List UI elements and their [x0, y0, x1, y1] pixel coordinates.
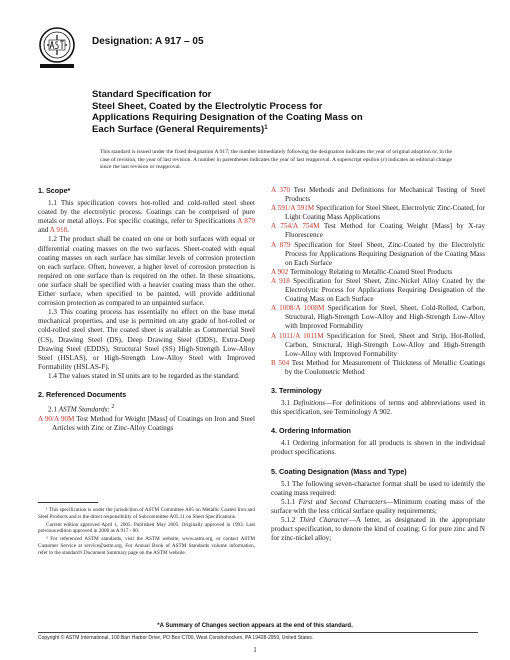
coating-5-1-1: 5.1.1 First and Second Characters—Minimum coating mass of the surface with the less critical surface quality requirements;: [271, 497, 486, 515]
ref-item: A 591/A 591M Specification for Steel Sheet, Electrolytic Zinc-Coated, for Light Coating Mass Applications: [271, 204, 485, 222]
left-column: [38, 186, 255, 433]
scope-1-1: 1.1 This specification covers hot-rolled and cold-rolled steel sheet coated by the electrolytic process. Coatings can be comprised of pure metals or metal alloys. For specific coatings, refer to Specifications A 879 and A 918.: [38, 199, 256, 235]
footnote-2: ² For referenced ASTM standards, visit the ASTM website, www.astm.org, or contact ASTM Customer Service at service@astm.org. For Annual Book of ASTM Standards volume information, refer to the standard's Document Summary page on the ASTM website.: [38, 536, 255, 556]
document-title: [92, 89, 452, 135]
footnote-1: ¹ This specification is under the jurisdiction of ASTM Committee A05 on Metallic Coated Iron and Steel Products and is the direct responsibility of Subcommittee A05.11 on Sheet Specifications.: [38, 507, 255, 520]
ref-item: A 902 Terminology Relating to Metallic-Coated Steel Products: [271, 267, 453, 276]
issued-note: This standard is issued under the fixed designation A 917; the number immediately following the designation indicates the year of original adoption or, in the case of revision, the year of last revision. A number in parentheses indicates the year of last reapproval. A superscript epsilon (ε) indicates an editorial change since the last revision or reapproval.: [100, 149, 452, 171]
referenced-heading: 2. Referenced Documents: [38, 389, 127, 399]
coating-heading: 5. Coating Designation (Mass and Type): [271, 466, 407, 476]
ref-code[interactable]: B 504: [271, 358, 290, 367]
footnote-rule: [38, 502, 98, 503]
ref-code[interactable]: A 902: [271, 267, 289, 276]
ref-item: A 1008/A 1008M Specification for Steel, Sheet, Cold-Rolled, Carbon, Structural, High-Strength Low-Alloy and High-Strength Low-Alloy with Improved Formability: [271, 304, 485, 331]
title-line-2: Steel Sheet, Coated by the Electrolytic Process for: [92, 100, 323, 112]
ref-code[interactable]: A 1011/A 1011M: [271, 331, 324, 340]
title-line-3: Applications Requiring Designation of the Coating Mass on: [92, 112, 363, 124]
ref-code[interactable]: A 1008/A 1008M: [271, 304, 325, 313]
designation: Designation: A 917 – 05: [92, 36, 204, 47]
ref-item: A 918 Specification for Steel Sheet, Zinc-Nickel Alloy Coated by the Electrolytic Process for Applications Requiring Designation of the Coating Mass on Each Surface: [271, 276, 485, 304]
ref-a90: A 90/A 90M Test Method for Weight [Mass] of Coatings on Iron and Steel Articles with Zinc or Zinc-Alloy Coatings: [38, 414, 255, 432]
copyright: Copyright © ASTM International, 100 Barr Harbor Drive, PO Box C700, West Conshohocken, PA 19428-2959, United States.: [38, 632, 478, 641]
terminology-heading: 3. Terminology: [271, 385, 322, 395]
coating-5-1-2: 5.1.2 Third Character—A letter, as designated in the appropriate product specification, to denote the kind of coating; G for pure zinc and N for zinc-nickel alloy;: [271, 516, 486, 543]
ref-code[interactable]: A 370: [271, 186, 291, 194]
page-number: 1: [253, 646, 257, 654]
right-column: [271, 186, 485, 543]
footnotes: [38, 502, 255, 558]
title-line-1: Standard Specification for: [92, 89, 212, 100]
title-footnote-mark: 1: [264, 124, 268, 131]
astm-standards-label: 2.1 ASTM Standards: $^2$: [48, 404, 115, 414]
ordering-heading: 4. Ordering Information: [271, 426, 351, 436]
ref-code[interactable]: A 879: [271, 240, 291, 249]
ref-code-a90[interactable]: A 90/A 90M: [38, 414, 75, 423]
link-a879[interactable]: A 879: [237, 217, 256, 226]
ref-item: A 754/A 754M Test Method for Coating Weight [Mass] by X-ray Fluorescence: [271, 222, 485, 240]
ref-item: B 504 Test Method for Measurement of Thickness of Metallic Coatings by the Coulometric Method: [271, 358, 486, 376]
ref-code[interactable]: A 918: [271, 276, 290, 285]
reference-list: [271, 186, 485, 377]
astm-logo: [36, 26, 78, 70]
terminology-3-1: 3.1 Definitions—For definitions of terms and abbreviations used in this specification, see Terminology A 902.: [271, 399, 485, 417]
link-a918[interactable]: A 918: [49, 226, 68, 235]
scope-1-4: 1.4 The values stated in SI units are to be regarded as the standard.: [48, 371, 240, 380]
ordering-4-1: 4.1 Ordering information for all products is shown in the individual product specifications.: [271, 439, 485, 457]
summary-note: *A Summary of Changes section appears at the end of this standard.: [157, 623, 353, 629]
scope-heading: 1. Scope*: [38, 186, 71, 195]
coating-5-1: 5.1 The following seven-character format shall be used to identify the coating mass required:: [271, 479, 485, 497]
scope-1-2: 1.2 The product shall be coated on one or both surfaces with equal or differential coating masses on the two surfaces. Sheet-coated with equal coating masses on each surface has similar levels of corrosion protection on each surface. Often, however, a higher level of corrosion protection is required on one surface than is required on the other. In these situations, one surface shall be specified with a heavier coating mass than the other. Either surface, when specified to be painted, will provide additional corrosion protection as compared to an unpainted surface.: [38, 235, 255, 308]
ref-code[interactable]: A 591/A 591M: [271, 204, 315, 213]
footnote-1-edition: Current edition approved April 1, 2005. Published May 2005. Originally approved in 1993. Last previous edition approved in 2000 as A 917 - 00.: [38, 521, 255, 535]
ref-item: A 370 Test Methods and Definitions for Mechanical Testing of Steel Products: [271, 186, 485, 204]
ref-code[interactable]: A 754/A 754M: [271, 222, 320, 231]
ref-item: A 1011/A 1011M Specification for Steel, Sheet and Strip, Hot-Rolled, Carbon, Structural, High-Strength Low-Alloy and High-Strength Low-Alloy with Improved Formability: [271, 331, 485, 358]
scope-1-3: 1.3 This coating process has essentially no effect on the base metal mechanical properties, and use is permitted on any grade of hot-rolled or cold-rolled steel sheet. The coated sheet is available as Commercial Steel (CS), Drawing Steel (DS), Deep Drawing Steel (DDS), Extra-Deep Drawing Steel (EDDS), Structural Steel (SS) High-Strength Low-Alloy Steel (HSLAS), or High-Strength Low-Alloy Steel with Improved Formability (HSLAS-F).: [38, 308, 255, 371]
title-line-4: Each Surface (General Requirements)$^1$: [92, 123, 268, 135]
ref-item: A 879 Specification for Steel Sheet, Zinc-Coated by the Electrolytic Process for Applications Requiring Designation of the Coating Mass on Each Surface: [271, 240, 486, 267]
